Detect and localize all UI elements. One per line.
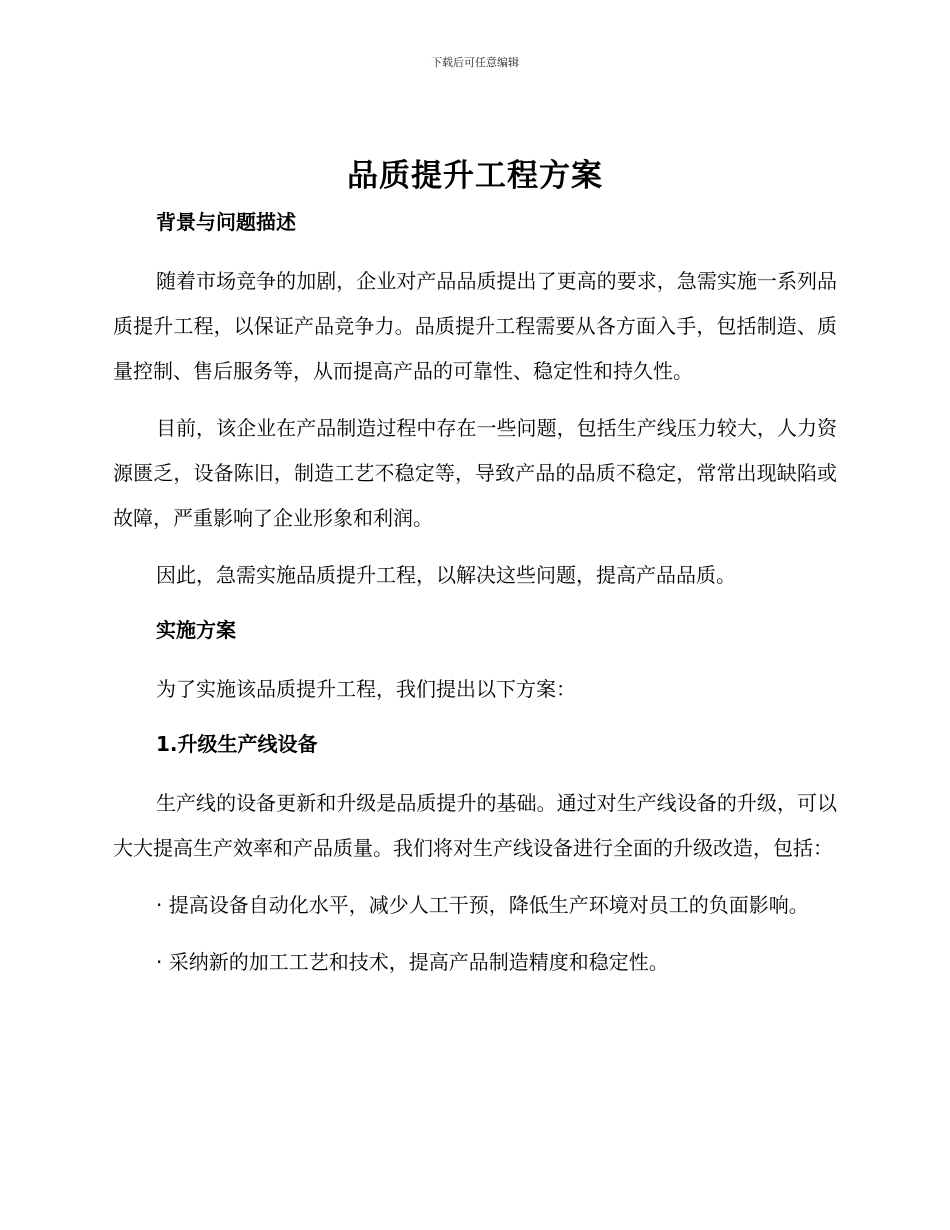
- paragraph-background-intro: 随着市场竞争的加剧，企业对产品品质提出了更高的要求，急需实施一系列品质提升工程，以保证产品竞争力。品质提升工程需要从各方面入手，包括制造、质量控制、售后服务等，从而提高产品的可靠性、稳定性和持久性。: [113, 269, 837, 383]
- paragraph-upgrade-description: 生产线的设备更新和升级是品质提升的基础。通过对生产线设备的升级，可以大大提高生产效率和产品质量。我们将对生产线设备进行全面的升级改造，包括：: [113, 791, 837, 860]
- document-title: 品质提升工程方案: [347, 158, 603, 194]
- document-body: [113, 202, 837, 997]
- section-heading-plan: 实施方案: [156, 618, 236, 642]
- paragraph-conclusion: 因此，急需实施品质提升工程，以解决这些问题，提高产品品质。: [156, 563, 736, 587]
- section-heading-background: 背景与问题描述: [156, 210, 296, 234]
- paragraph-current-problems: 目前，该企业在产品制造过程中存在一些问题，包括生产线压力较大，人力资源匮乏，设备陈旧，制造工艺不稳定等，导致产品的品质不稳定，常常出现缺陷或故障，严重影响了企业形象和利润。: [113, 416, 837, 530]
- page-header-note: 下载后可任意编辑: [431, 56, 519, 69]
- bullet-item-automation: · 提高设备自动化水平，减少人工干预，降低生产环境对员工的负面影响。: [156, 893, 809, 917]
- bullet-item-new-process: · 采纳新的加工工艺和技术，提高产品制造精度和稳定性。: [156, 950, 669, 974]
- paragraph-plan-intro: 为了实施该品质提升工程，我们提出以下方案：: [156, 677, 576, 701]
- section-heading-upgrade-equipment: 1.升级生产线设备: [156, 732, 318, 756]
